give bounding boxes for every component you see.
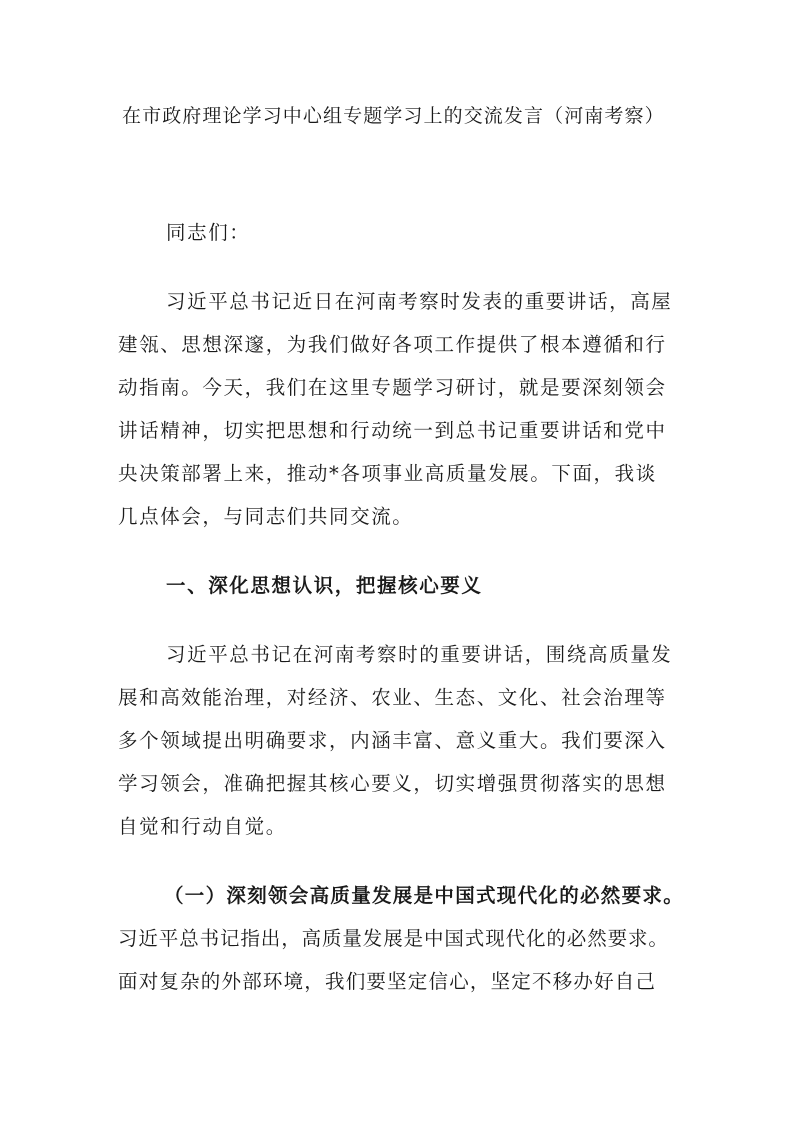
salutation: 同志们： — [166, 221, 251, 244]
body-line: 面对复杂的外部环境，我们要坚定信心，坚定不移办好自己 — [118, 970, 657, 993]
section-heading: 一、深化思想认识，把握核心要义 — [166, 574, 483, 597]
subsection-heading: （一）深刻领会高质量发展是中国式现代化的必然要求。 — [164, 884, 685, 907]
body-line: 自觉和行动自觉。 — [118, 815, 287, 838]
intro-line: 讲话精神，切实把思想和行动统一到总书记重要讲话和党中 — [118, 419, 667, 442]
document-title: 在市政府理论学习中心组专题学习上的交流发言（河南考察） — [122, 105, 665, 127]
intro-line: 央决策部署上来，推动*各项事业高质量发展。下面，我谈 — [118, 462, 657, 485]
body-line: 多个领域提出明确要求，内涵丰富、意义重大。我们要深入 — [118, 729, 667, 752]
intro-line: 动指南。今天，我们在这里专题学习研讨，就是要深刻领会 — [118, 376, 667, 399]
intro-line: 几点体会，与同志们共同交流。 — [118, 505, 414, 528]
intro-line: 习近平总书记近日在河南考察时发表的重要讲话，高屋 — [166, 290, 673, 313]
body-line: 展和高效能治理，对经济、农业、生态、文化、社会治理等 — [118, 686, 667, 709]
intro-line: 建瓴、思想深邃，为我们做好各项工作提供了根本遵循和行 — [118, 333, 667, 356]
body-line: 习近平总书记指出，高质量发展是中国式现代化的必然要求。 — [118, 927, 669, 950]
body-line: 习近平总书记在河南考察时的重要讲话，围绕高质量发 — [166, 643, 673, 666]
body-line: 学习领会，准确把握其核心要义，切实增强贯彻落实的思想 — [118, 772, 667, 795]
